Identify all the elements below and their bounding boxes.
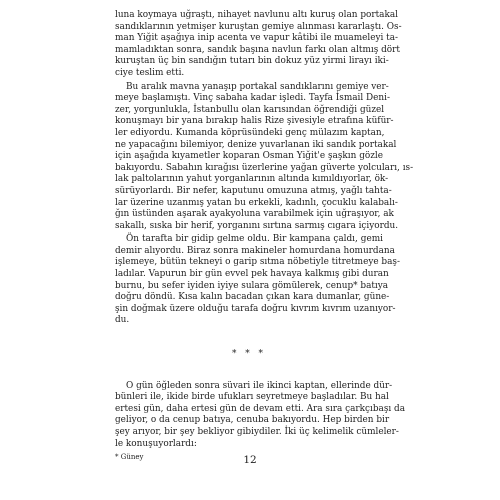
text-line: demir alıyordu. Biraz sonra makineler homurdana homurdana (115, 245, 395, 256)
text-line: ne yapacağını bilemiyor, denize yuvarlanan iki sandık portakal (115, 139, 397, 150)
text-line: işlemeye, bütün tekneyi o garip sıtma nöbetiyle titretmeye baş- (115, 257, 400, 268)
paragraph (115, 10, 402, 80)
text-line: bünleri ile, ikide birde ufukları seyretmeye başladılar. Bu hal (115, 392, 389, 403)
text-line: Bu aralık mavna yanaşıp portakal sandıklarını gemiye ver- (126, 81, 389, 92)
paragraph (115, 234, 400, 327)
text-line: ertesi gün, daha ertesi gün de devam etti. Ara sıra çarkçıbaşı da (115, 403, 406, 414)
page-number: 12 (243, 454, 257, 466)
text-line: kuruştan üç bin sandığın tutarı bin dokuz yüz yirmi lirayı iki- (115, 56, 389, 67)
text-line: doğru döndü. Kısa kalın bacadan çıkan kara dumanlar, güne- (115, 292, 390, 303)
text-line: şey arıyor, bir şey bekliyor gibiydiler. İki üç kelimelik cümleler- (115, 427, 399, 437)
text-line: için aşağıda kıyametler koparan Osman Yiğit'e şaşkın gözle (115, 151, 383, 162)
text-line: zer, yorgunlukla, İstanbullu olan karısından öğrendiği güzel (115, 104, 385, 115)
text-line: meye başlamıştı. Vinç sabaha kadar işledi. Tayfa İsmail Deni- (115, 93, 390, 104)
text-line: ğın üstünden aşarak ayakyoluna varabilmek için uğraşıyor, ak (115, 209, 394, 220)
text-line: Ön tarafta bir gidip gelme oldu. Bir kampana çaldı, gemi (126, 234, 383, 245)
paragraph-group-bottom (115, 380, 406, 451)
text-line: geliyor, o da cenup batıya, cenuba bakıyordu. Hep birden bir (115, 415, 390, 426)
paragraph (115, 81, 414, 233)
text-line: sakallı, sıska bir herif, yorganını sırtına sarmış cıgara içiyordu. (115, 220, 399, 231)
text-line: luna koymaya uğraştı, nihayet navlunu altı kuruş olan portakal (115, 10, 398, 20)
paragraph-group-top (115, 10, 414, 327)
text-line: konuşmayı bir yana bırakıp halis Rize şivesiyle etrafına küfür- (115, 116, 394, 127)
page-body (115, 10, 414, 462)
text-line: bakıyordu. Sabahın kırağısı üzerlerine yağan güverte yolcuları, ıs- (115, 162, 414, 173)
text-line: sandıklarının yetmişer kuruştan gemiye alınması kararlaştı. Os- (115, 21, 402, 32)
text-line: sürüyorlardı. Bir nefer, kaputunu omuzuna atmış, yağlı tahta- (115, 185, 392, 196)
text-line: man Yiğit aşağıya inip acenta ve vapur kâtibi ile muameleyi ta- (115, 33, 399, 44)
text-line: le konuşuyorlardı: (115, 438, 197, 449)
paragraph (115, 380, 406, 451)
text-line: lak paltolarının yahut yorganlarının altında kımıldıyorlar, ök- (115, 174, 389, 185)
text-line: ler ediyordu. Kumanda köprüsündeki genç mülazım kaptan, (115, 127, 385, 138)
text-line: lar üzerine uzanmış yatan bu erkekli, kadınlı, çocuklu kalabalı- (115, 197, 398, 208)
text-line: du. (115, 315, 130, 326)
text-line: şin doğmak üzere olduğu tarafa doğru kıvrım kıvrım uzanıyor- (115, 303, 396, 314)
footnote: * Güney (115, 453, 144, 462)
section-separator: * * * (232, 349, 266, 360)
text-line: ciye teslim etti. (115, 67, 185, 78)
text-line: O gün öğleden sonra süvari ile ikinci kaptan, ellerinde dür- (126, 380, 393, 391)
text-line: ladılar. Vapurun bir gün evvel pek havaya kalkmış gibi duran (115, 269, 389, 280)
text-line: burnu, bu sefer iyiden iyiye sulara gömülerek, cenup* batıya (115, 280, 389, 291)
text-line: mamladıktan sonra, sandık başına navlun farkı olan altmış dört (115, 44, 400, 55)
